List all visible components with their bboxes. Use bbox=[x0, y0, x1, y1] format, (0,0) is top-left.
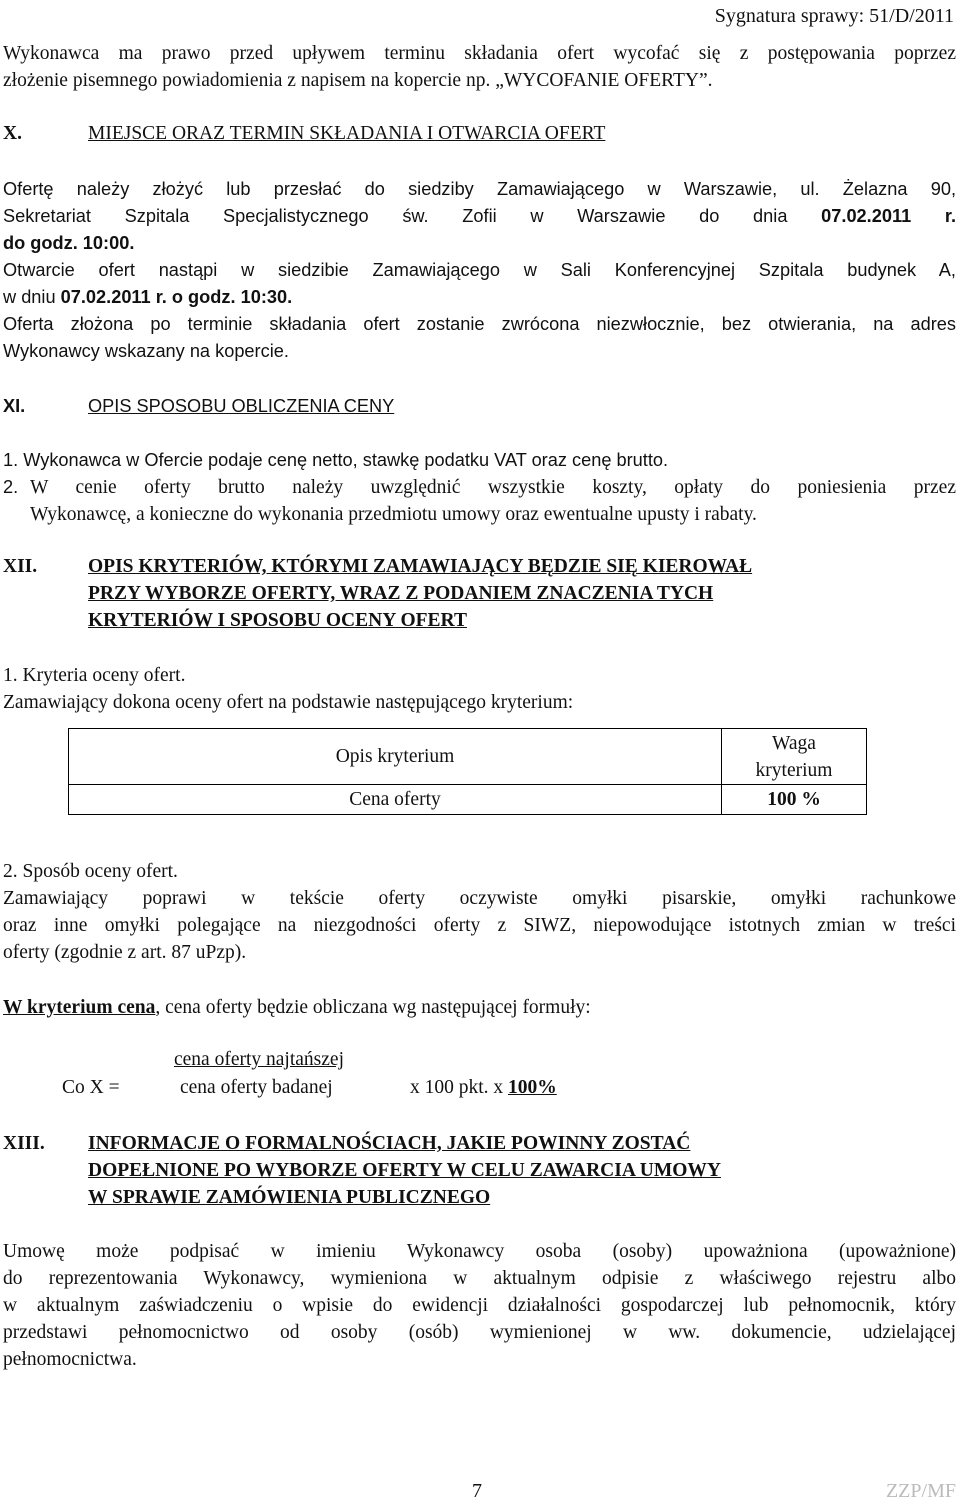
submission-date: 07.02.2011 r. bbox=[821, 206, 957, 226]
case-signature: Sygnatura sprawy: 51/D/2011 bbox=[714, 5, 954, 27]
section-xiii-number: XIII. bbox=[3, 1133, 45, 1154]
formula-weight: 100% bbox=[508, 1077, 557, 1098]
section-xi-number: XI. bbox=[3, 396, 26, 416]
section-xii-title-line-1: OPIS KRYTERIÓW, KTÓRYMI ZAMAWIAJĄCY BĘDZIE SIĘ KIEROWAŁ bbox=[88, 556, 753, 577]
formula-lhs: Co X = bbox=[62, 1077, 120, 1098]
section-xiii-line-4: przedstawi pełnomocnictwo od osoby (osób) wymienionej w ww. dokumencie, udzielającej bbox=[3, 1322, 956, 1343]
price-criterion-text bbox=[3, 994, 956, 1021]
section-x-title: MIEJSCE ORAZ TERMIN SKŁADANIA I OTWARCIA OFERT bbox=[88, 123, 606, 144]
header-weight-line-2: kryterium bbox=[755, 759, 833, 781]
section-xiii-line-5: pełnomocnictwa. bbox=[3, 1349, 137, 1370]
section-xii-title-line-2: PRZY WYBORZE OFERTY, WRAZ Z PODANIEM ZNACZENIA TYCH bbox=[88, 583, 714, 604]
section-xi-item-2-line-1 bbox=[3, 474, 956, 501]
section-x-p3-line-2: Wykonawcy wskazany na kopercie. bbox=[3, 341, 289, 361]
evaluation-line-3: oferty (zgodnie z art. 87 uPzp). bbox=[3, 942, 247, 963]
table-header-weight bbox=[722, 729, 867, 785]
section-xii-title-line-3: KRYTERIÓW I SPOSOBU OCENY OFERT bbox=[88, 610, 467, 631]
section-xiii-title-line-3: W SPRAWIE ZAMÓWIENIA PUBLICZNEGO bbox=[88, 1187, 491, 1208]
criterion-weight: 100 % bbox=[722, 785, 867, 815]
formula-multiplier-text: x 100 pkt. x bbox=[410, 1077, 509, 1098]
evaluation-line-1: Zamawiający poprawi w tekście oferty oczywiste omyłki pisarskie, omyłki rachunkowe bbox=[3, 888, 956, 909]
section-xi-item-2-number: 2. bbox=[3, 477, 19, 497]
formula-numerator: cena oferty najtańszej bbox=[174, 1049, 344, 1070]
criteria-subheading: 1. Kryteria oceny ofert. bbox=[3, 665, 186, 686]
header-weight-line-1: Waga bbox=[772, 732, 816, 754]
price-criterion-rest: , cena oferty będzie obliczana wg następującej formuły: bbox=[155, 997, 591, 1018]
opening-date-time: 07.02.2011 r. o godz. 10:30. bbox=[60, 287, 293, 307]
evaluation-subheading: 2. Sposób oceny ofert. bbox=[3, 861, 178, 882]
intro-line-1: Wykonawca ma prawo przed upływem terminu składania ofert wycofać się z postępowania poprzez bbox=[3, 43, 956, 64]
section-xiii-heading bbox=[3, 1130, 956, 1211]
section-xi-title: OPIS SPOSOBU OBLICZENIA CENY bbox=[88, 396, 395, 416]
page-number: 7 bbox=[472, 1480, 482, 1502]
section-x-p1-text: Sekretariat Szpitala Specjalistycznego św. Zofii w Warszawie do dnia bbox=[3, 206, 822, 226]
section-xiii-line-1: Umowę może podpisać w imieniu Wykonawcy osoba (osoby) upoważniona (upoważnione) bbox=[3, 1241, 956, 1262]
section-xi-item-1: 1. Wykonawca w Ofercie podaje cenę netto, stawkę podatku VAT oraz cenę brutto. bbox=[3, 450, 669, 470]
submission-time: do godz. 10:00. bbox=[3, 233, 135, 253]
section-x-p2-line-1: Otwarcie ofert nastąpi w siedzibie Zamawiającego w Sali Konferencyjnej Szpitala budynek A, bbox=[3, 260, 956, 280]
section-xii-number: XII. bbox=[3, 556, 38, 577]
formula-multiplier bbox=[410, 1074, 557, 1101]
section-xi-heading bbox=[3, 393, 956, 420]
section-x-p1-line-1: Ofertę należy złożyć lub przesłać do siedziby Zamawiającego w Warszawie, ul. Żelazna 90, bbox=[3, 179, 956, 199]
criteria-table bbox=[68, 728, 867, 815]
price-criterion-lead: W kryterium cena bbox=[3, 997, 156, 1018]
price-formula bbox=[62, 1046, 622, 1106]
section-xiii-title-line-2: DOPEŁNIONE PO WYBORZE OFERTY W CELU ZAWARCIA UMOWY bbox=[88, 1160, 721, 1181]
formula-denominator: cena oferty badanej bbox=[180, 1077, 333, 1098]
section-x-number: X. bbox=[3, 123, 22, 144]
section-x-heading bbox=[3, 120, 956, 147]
table-row bbox=[69, 785, 867, 815]
section-x-p2-text: w dniu bbox=[3, 287, 61, 307]
criteria-intro: Zamawiający dokona oceny ofert na podstawie następującego kryterium: bbox=[3, 692, 574, 713]
section-xiii-line-2: do reprezentowania Wykonawcy, wymieniona w aktualnym odpisie z właściwego rejestru albo bbox=[3, 1268, 956, 1289]
footer-mark: ZZP/MF bbox=[885, 1480, 956, 1502]
section-x-p3-line-1: Oferta złożona po terminie składania ofert zostanie zwrócona niezwłocznie, bez otwierania, na adres bbox=[3, 314, 956, 334]
evaluation-line-2: oraz inne omyłki polegające na niezgodności oferty z SIWZ, niepowodujące istotnych zmian w treści bbox=[3, 915, 956, 936]
section-xi-item-2-line-2: Wykonawcę, a konieczne do wykonania przedmiotu umowy oraz ewentualne upusty i rabaty. bbox=[30, 504, 757, 525]
table-header-description bbox=[69, 729, 722, 785]
section-xi-item-2-text: W cenie oferty brutto należy uwzględnić wszystkie koszty, opłaty do poniesienia przez bbox=[30, 477, 956, 498]
section-xii-heading bbox=[3, 553, 956, 634]
header-description-label: Opis kryterium bbox=[335, 746, 455, 767]
criterion-name: Cena oferty bbox=[69, 785, 722, 815]
section-xiii-line-3: w aktualnym zaświadczeniu o wpisie do ewidencji działalności gospodarczej lub pełnomocnik, który bbox=[3, 1295, 956, 1316]
section-x-p2-line-2 bbox=[3, 284, 956, 311]
table-header-row bbox=[69, 729, 867, 785]
intro-line-2: złożenie pisemnego powiadomienia z napisem na kopercie np. „WYCOFANIE OFERTY”. bbox=[3, 70, 713, 91]
section-x-p1-line-2 bbox=[3, 203, 956, 230]
section-xiii-title-line-1: INFORMACJE O FORMALNOŚCIACH, JAKIE POWINNY ZOSTAĆ bbox=[88, 1133, 691, 1154]
